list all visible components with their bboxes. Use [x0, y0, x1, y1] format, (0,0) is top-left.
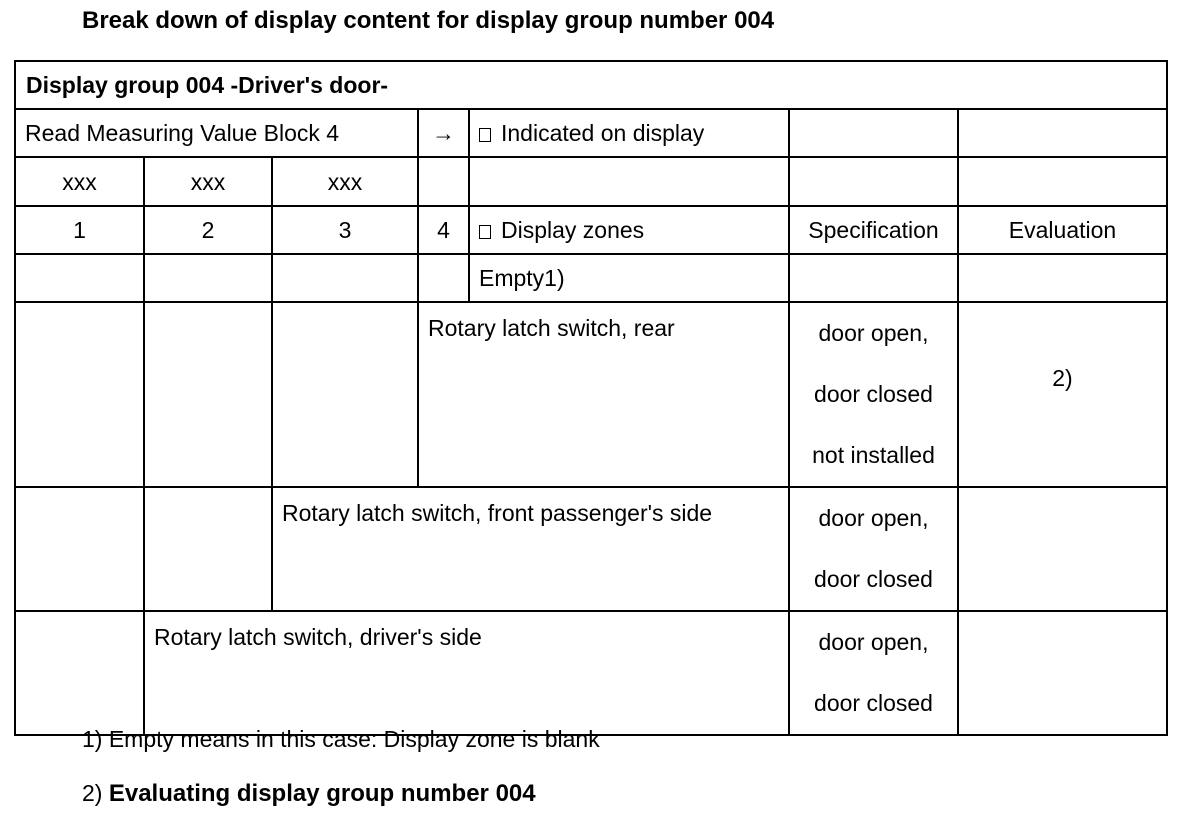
empty-row [15, 254, 1167, 302]
specification-header: Specification [789, 206, 958, 254]
footnote-1: 1) Empty means in this case: Display zone is blank [82, 726, 600, 752]
table-header-row [15, 61, 1167, 109]
blank-cell [144, 254, 272, 302]
driver-switch-eval [958, 611, 1167, 735]
spec-value: door closed [814, 381, 933, 407]
blank-cell [418, 157, 469, 206]
zone-number-4: 4 [418, 206, 469, 254]
spec-value: door closed [814, 566, 933, 592]
table-row [15, 487, 1167, 611]
indicated-label: Indicated on display [501, 120, 705, 146]
rear-switch-eval: 2) [958, 302, 1167, 487]
checkbox-icon [479, 225, 491, 239]
blank-cell [15, 302, 144, 487]
zone-number-3: 3 [272, 206, 418, 254]
driver-switch-spec [789, 611, 958, 735]
read-block-row [15, 109, 1167, 157]
xxx-cell-3: xxx [272, 157, 418, 206]
arrow-icon: → [418, 109, 469, 157]
zone-number-2: 2 [144, 206, 272, 254]
spec-value: not installed [812, 442, 935, 468]
xxx-cell-1: xxx [15, 157, 144, 206]
footnote-2-text: Evaluating display group number 004 [108, 780, 536, 807]
blank-cell [272, 254, 418, 302]
front-passenger-switch-spec [789, 487, 958, 611]
front-passenger-switch-label: Rotary latch switch, front passenger's side [272, 487, 789, 611]
display-zones-cell [469, 206, 789, 254]
blank-cell [144, 302, 272, 487]
spec-value: door open, [818, 629, 929, 655]
blank-cell [469, 157, 789, 206]
xxx-row [15, 157, 1167, 206]
rear-switch-spec [789, 302, 958, 487]
front-passenger-switch-eval [958, 487, 1167, 611]
blank-cell [144, 487, 272, 611]
rear-switch-label: Rotary latch switch, rear [418, 302, 789, 487]
xxx-cell-2: xxx [144, 157, 272, 206]
spec-value: door open, [818, 505, 929, 531]
display-group-table [14, 60, 1168, 736]
indicated-cell [469, 109, 789, 157]
footnote-2-number: 2) [82, 780, 103, 806]
table-header: Display group 004 -Driver's door- [15, 61, 1167, 109]
blank-cell [15, 611, 144, 735]
blank-cell [418, 254, 469, 302]
blank-cell [15, 254, 144, 302]
number-row [15, 206, 1167, 254]
blank-cell [958, 254, 1167, 302]
read-block-label: Read Measuring Value Block 4 [15, 109, 418, 157]
driver-switch-label: Rotary latch switch, driver's side [144, 611, 789, 735]
zone-number-1: 1 [15, 206, 144, 254]
table-row [15, 611, 1167, 735]
empty-label: Empty1) [469, 254, 789, 302]
footnote-2 [82, 780, 536, 808]
blank-cell [272, 302, 418, 487]
blank-cell [958, 109, 1167, 157]
evaluation-header: Evaluation [958, 206, 1167, 254]
spec-value: door closed [814, 690, 933, 716]
checkbox-icon [479, 128, 491, 142]
blank-cell [15, 487, 144, 611]
table-row [15, 302, 1167, 487]
blank-cell [789, 109, 958, 157]
spec-value: door open, [818, 320, 929, 346]
blank-cell [789, 157, 958, 206]
blank-cell [958, 157, 1167, 206]
display-zones-label: Display zones [501, 217, 645, 243]
blank-cell [789, 254, 958, 302]
page-title: Break down of display content for display group number 004 [82, 7, 775, 34]
